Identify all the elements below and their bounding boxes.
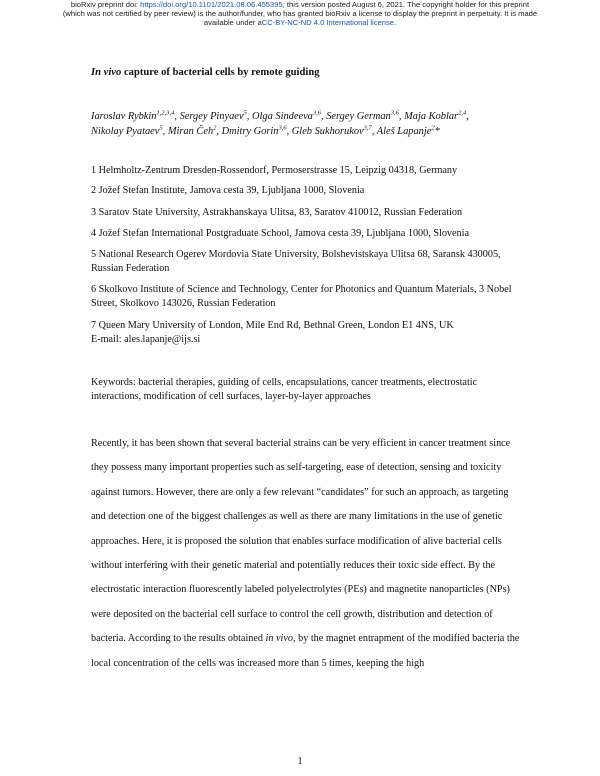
author-affiliation-marker: 3,6 xyxy=(278,124,287,132)
banner-text: (which was not certified by peer review) is the author/funder, who has granted bioRxiv a license to display the preprint in perpetuity. It is made xyxy=(62,8,538,18)
author-name: Sergey German xyxy=(326,111,391,122)
affiliation: 5 National Research Ogerev Mordovia State University, Bolshevistskaya Ulitsa 68, Saransk 430005, Russian Federation xyxy=(91,249,501,274)
author-affiliation-marker: 3,6 xyxy=(312,109,322,117)
author-name: Nikolay Pyataev xyxy=(91,126,160,137)
author-name: Dmitry Gorin xyxy=(221,126,279,137)
affiliation: 2 Jožef Stefan Institute, Jamova cesta 39, Ljubljana 1000, Slovenia xyxy=(91,185,365,196)
affiliation: 1 Helmholtz-Zentrum Dresden-Rossendorf, Permoserstrasse 15, Leipzig 04318, Germany xyxy=(91,165,458,176)
author-separator: , xyxy=(216,126,222,137)
title-italic: In vivo xyxy=(91,67,122,78)
author-name: Aleš Lapanje xyxy=(376,126,432,137)
banner-text: bioRxiv preprint doi: xyxy=(70,0,141,9)
abstract-italic: in vivo xyxy=(265,633,293,645)
keywords: Keywords: bacterial therapies, guiding of cells, encapsulations, cancer treatments, electrostatic interactions, modification of cell surfaces, layer-by-layer approaches xyxy=(91,377,478,402)
abstract-text: , by the magnet entrapment of the modified bacteria the local concentration of the cells was increased more than 5 times, keeping the high xyxy=(91,633,520,669)
license-link[interactable]: CC-BY-NC-ND 4.0 International license xyxy=(261,17,394,27)
author-name: Miran Čeh xyxy=(167,126,214,137)
author-affiliation-marker: 3,6 xyxy=(390,109,399,117)
affiliation: 7 Queen Mary University of London, Mile End Rd, Bethnal Green, London E1 4NS, UK xyxy=(91,320,454,331)
author-separator: * xyxy=(434,126,440,137)
author-affiliation-marker: 1,2,3,4 xyxy=(156,109,175,117)
author-affiliation-marker: 2 xyxy=(431,124,435,132)
affiliation: 3 Saratov State University, Astrakhanskaya Ulitsa, 83, Saratov 410012, Russian Federation xyxy=(91,207,463,218)
banner-text: available under a xyxy=(203,17,262,27)
author-affiliation-marker: 5 xyxy=(243,109,247,117)
abstract-text: Recently, it has been shown that several bacterial strains can be very efficient in cancer treatment since they possess many important properties such as self-targeting, ease of detection, sensing and toxicity against tumors. However, there are only a few relevant “candidates” for such an approach, as targeting and detection one of the biggest challenges as well as there are many limitations in the use of genetic approaches. Here, it is proposed the solution that enables surface modification of alive bacterial cells without interfering with their genetic material and potentially reduces their toxic side effect. By the electrostatic interaction fluorescently labeled polyelectrolytes (PEs) and magnetite nanoparticles (NPs) were deposited on the bacterial cell surface to control the cell growth, distribution and detection of bacteria. According to the results obtained xyxy=(91,438,511,645)
author-separator: , xyxy=(174,111,180,122)
author-list xyxy=(91,109,531,139)
page-number: 1 xyxy=(297,756,303,767)
author-separator: , xyxy=(466,111,469,122)
author-affiliation-marker: 3,7 xyxy=(363,124,372,132)
author-separator: , xyxy=(286,126,292,137)
author-separator: , xyxy=(371,126,377,137)
author-name: Iaroslav Rybkin xyxy=(91,111,157,122)
affiliation: 4 Jožef Stefan International Postgraduate School, Jamova cesta 39, Ljubljana 1000, Slovenia xyxy=(91,228,469,239)
author-affiliation-marker: 2,4 xyxy=(458,109,467,117)
paper-title xyxy=(91,67,320,78)
banner-text: . xyxy=(393,17,397,27)
author-separator: , xyxy=(398,111,405,122)
banner-text: ; this version posted August 6, 2021. The copyright holder for this preprint xyxy=(282,0,530,9)
doi-link[interactable]: https://doi.org/10.1101/2021.08.06.455395 xyxy=(140,0,283,9)
preprint-banner xyxy=(0,1,600,27)
author-separator: , xyxy=(321,111,327,122)
author-name: Gleb Sukhorukov xyxy=(291,126,364,137)
author-name: Olga Sindeeva xyxy=(252,111,313,122)
title-rest: capture of bacterial cells by remote guiding xyxy=(121,67,320,78)
author-separator: , xyxy=(246,111,252,122)
author-affiliation-marker: 5 xyxy=(159,124,163,132)
author-separator: , xyxy=(162,126,168,137)
author-name: Maja Koblar xyxy=(404,111,459,122)
author-affiliation-marker: 2 xyxy=(213,124,217,132)
contact-email[interactable]: E-mail: ales.lapanje@ijs.si xyxy=(91,334,201,345)
affiliation: 6 Skolkovo Institute of Science and Technology, Center for Photonics and Quantum Materials, 3 Nobel Street, Skolkovo 143026, Russian Federation xyxy=(91,284,512,309)
abstract xyxy=(91,432,523,676)
author-name: Sergey Pinyaev xyxy=(179,111,244,122)
